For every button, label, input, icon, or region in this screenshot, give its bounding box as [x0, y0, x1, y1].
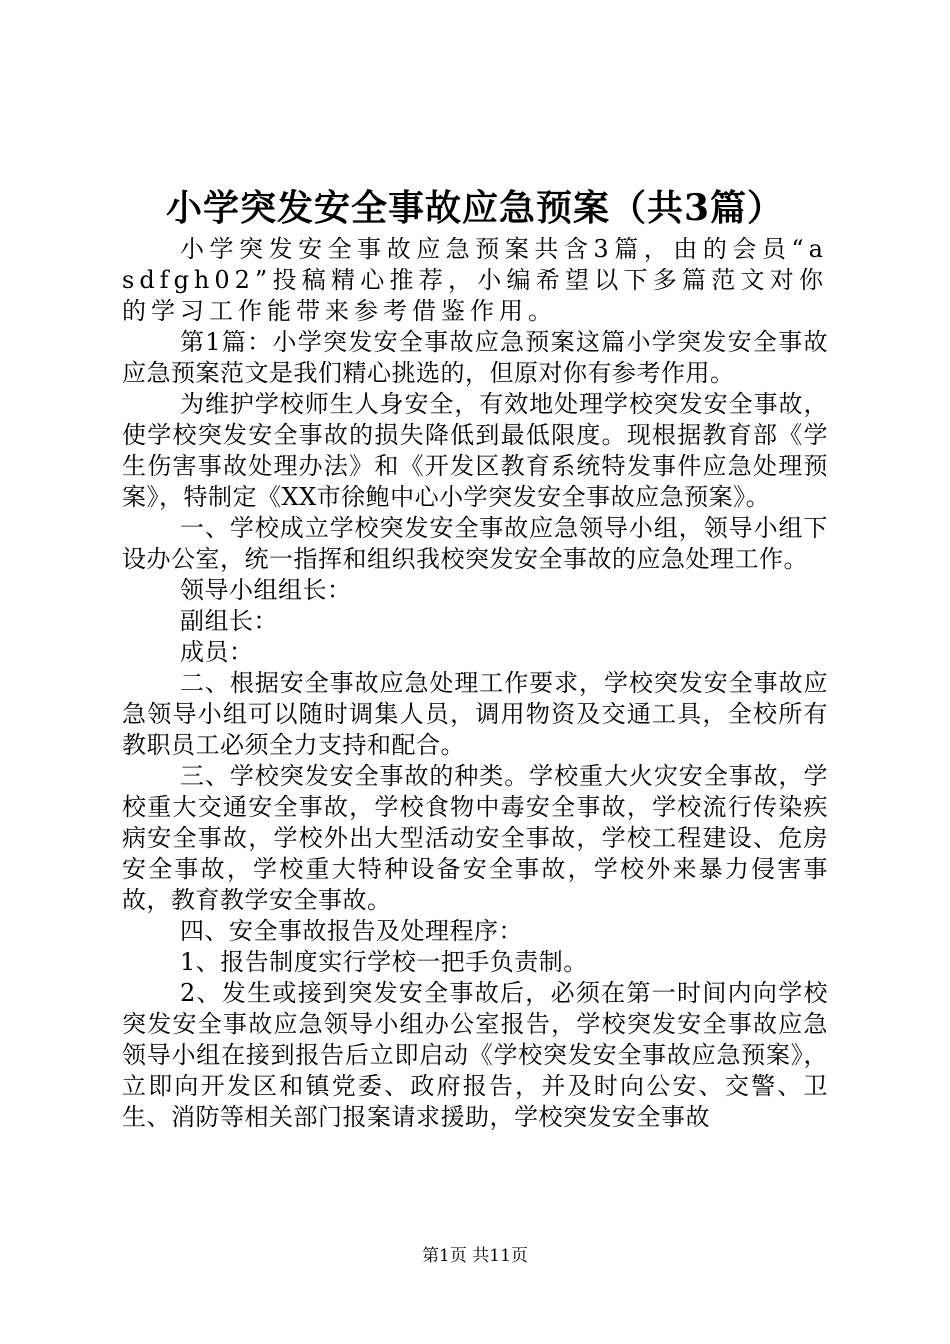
document-body [122, 234, 828, 1133]
page-indicator: 第1页 共11页 [422, 1246, 528, 1266]
paragraph: 三、学校突发安全事故的种类。学校重大火灾安全事故，学校重大交通安全事故，学校食物中毒安全事故，学校流行传染疾病安全事故，学校外出大型活动安全事故，学校工程建设、危房安全事故，学校重大特种设备安全事故，学校外来暴力侵害事故，教育教学安全事故。 [122, 762, 828, 914]
section-heading: 四、安全事故报告及处理程序： [180, 917, 523, 945]
paragraph: 1、报告制度实行学校一把手负责制。 [180, 948, 588, 976]
intro-paragraph: 小学突发安全事故应急预案共含3篇，由的会员“asdfgh02”投稿精心推荐，小编希望以下多篇范文对你的学习工作能带来参考借鉴作用。 [122, 235, 828, 325]
paragraph: 第1篇：小学突发安全事故应急预案这篇小学突发安全事故应急预案范文是我们精心挑选的，但原对你有参考作用。 [122, 328, 828, 387]
document-title: 小学突发安全事故应急预案（共3篇） [165, 187, 785, 229]
deputy-leader-label: 副组长： [180, 607, 278, 635]
members-label: 成员： [180, 638, 254, 666]
paragraph: 二、根据安全事故应急处理工作要求，学校突发安全事故应急领导小组可以随时调集人员，调用物资及交通工具，全校所有教职员工必须全力支持和配合。 [122, 669, 828, 759]
paragraph: 2、发生或接到突发安全事故后，必须在第一时间内向学校突发安全事故应急领导小组办公室报告，学校突发安全事故应急领导小组在接到报告后立即启动《学校突发安全事故应急预案》，立即向开发区和镇党委、政府报告，并及时向公安、交警、卫生、消防等相关部门报案请求援助，学校突发安全事故 [122, 979, 828, 1131]
paragraph: 为维护学校师生人身安全，有效地处理学校突发安全事故，使学校突发安全事故的损失降低到最低限度。现根据教育部《学生伤害事故处理办法》和《开发区教育系统特发事件应急处理预案》，特制定《XX市徐鲍中心小学突发安全事故应急预案》。 [122, 390, 828, 511]
paragraph: 一、学校成立学校突发安全事故应急领导小组，领导小组下设办公室，统一指挥和组织我校突发安全事故的应急处理工作。 [122, 514, 828, 573]
leader-label: 领导小组组长： [180, 576, 352, 604]
